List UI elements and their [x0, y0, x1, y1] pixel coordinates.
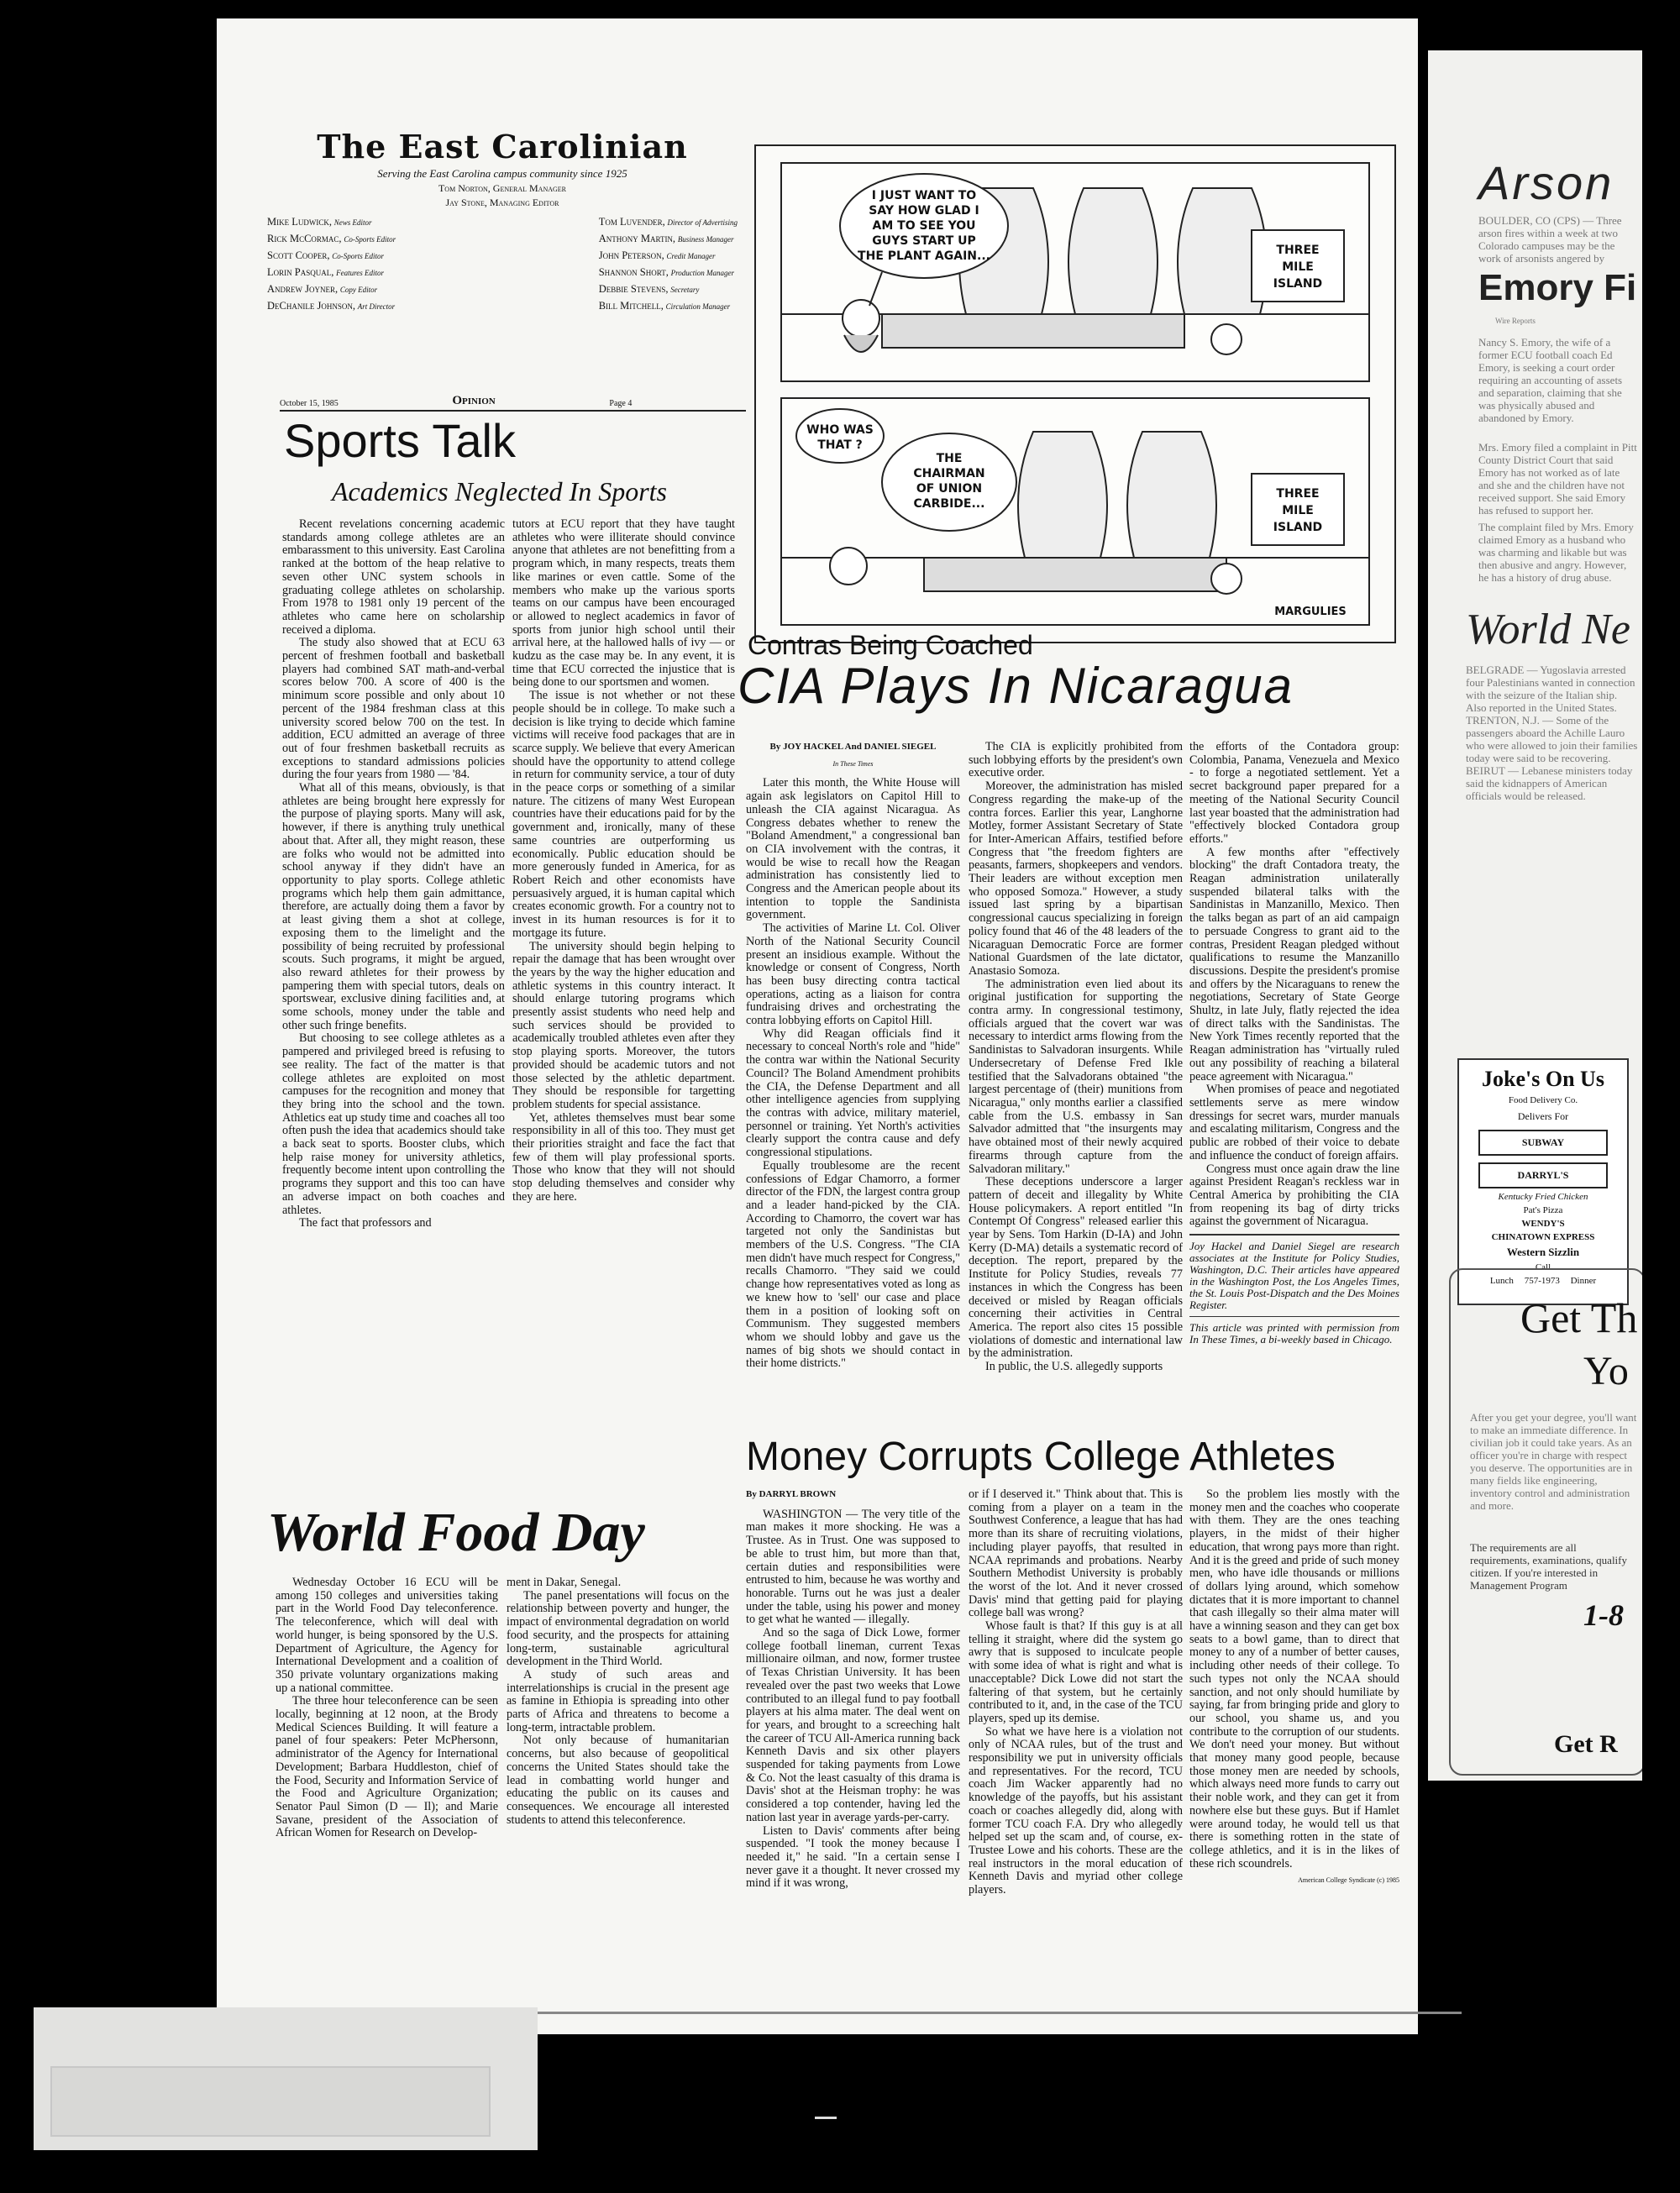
ad-restaurant: Pat's Pizza [1523, 1205, 1563, 1215]
syndicate-credit: American College Syndicate (c) 1985 [1298, 1876, 1399, 1885]
emory-blurb: Mrs. Emory filed a complaint in Pitt County District Court that said Emory has not worked as of late and she and the children have not received support. She said Emory has refused to support her. [1478, 441, 1637, 517]
paragraph: The study also showed that at ECU 63 percent of freshmen football and basketball players had combined SAT math-and-verbal scores below 700. A score of 400 is the minimum score possible and only about 10 percent of the 1984 freshman class at this university scored below 700 on the test. In addition, ECU admitted an average of three out of four freshmen basketball recruits as exceptions to standard admissions policies during the four years from 1980 — '84. [282, 636, 505, 782]
sports-subhead: Academics Neglected In Sports [332, 476, 667, 506]
folio-bar [280, 388, 746, 412]
paragraph: Equally troublesome are the recent confessions of Edgar Chamorro, a former director of the FDN, the largest contra group and a leader hand-picked by the CIA. According to Chamorro, the covert war has targeted not only the Sandinistas but members of the U.S. Congress. "The CIA men didn't have much respect for Congress," recalls Chamorro. "They said we could change how representatives voted as long as we knew how to 'sell' our case and place them in a position of looking soft on Communism. They suggested members whom we should lobby and gave us the names of big shots we should contact in their home districts." [746, 1158, 960, 1371]
paragraph: Wednesday October 16 ECU will be among 150 colleges and universities taking part in the World Food Day teleconference. The teleconference, which will deal with world hunger, is being sponsored by the U.S. Department of Agriculture, the Agency for International Development and a coalition of 350 private voluntary organizations making up a national committee. [276, 1577, 498, 1695]
staff-entry: Andrew Joyner, Copy Editor [267, 283, 378, 295]
sign-line: ISLAND [1273, 521, 1323, 534]
money-column-3 [1189, 1488, 1399, 2030]
paragraph: The administration even lied about its original justification for supporting the contra army. In congressional testimony, officials argued that the covert war was necessary to interdict arms flowing from the Sandinistas to Salvadoran insurgents. While Undersecretary of Defense Fred Ikle testified that the Salvadorans obtained "the largest percentage of (their) munitions from Nicaragua," only months earlier a classified cable from the U.S. embassy in San Salvador admitted that "the insurgents may have obtained most of their newly acquired firearms through capture from the Salvadoran military." [969, 977, 1183, 1176]
sports-column-1 [282, 518, 505, 1505]
bubble-line: THE PLANT AGAIN... [858, 249, 990, 263]
staff-entry: Lorin Pasqual, Features Editor [267, 266, 385, 278]
paragraph: Yet, athletes themselves must bear some responsibility in all of this too. They must get their priorities straight and face the fact that few of them will play professional sports. Those who know that they will not should stop deluding themselves and consider why they are here. [512, 1110, 735, 1204]
cia-source: In These Times [832, 759, 874, 768]
staff-entry: John Peterson, Credit Manager [598, 249, 716, 261]
paragraph: Moreover, the administration has misled Congress regarding the make-up of the contra forces. Earlier this year, Langhorne Motley, former Assistant Secretary of State for Inter-American Affairs, testified before Congress that "the freedom fighters are peasants, farmers, shopkeepers and vendors. Their leaders are without exception men who opposed Somoza." However, a study issued last spring by a bipartisan congressional caucus specializing in foreign policy found that 46 of the 48 leaders of the Nicaraguan Democratic Force are former National Guardsmen of the late dictator, Anastasio Somoza. [969, 779, 1183, 978]
newspaper-page [217, 18, 1418, 2034]
paragraph: But choosing to see college athletes as a pampered and privileged breed is refusing to see reality. The fact of the matter is that college athletes are exploited on most campuses for the recognition and money that they bring into the school and the town. Athletics eat up study time and coaches all too often push the idea that academics should take a back seat to sports. Booster clubs, which help raise money for university athletics, frequently become intent upon controlling the programs they support and this too can have an adverse impact on both coaches and athletes. [282, 1031, 505, 1217]
wire-byline: Wire Reports [1495, 317, 1536, 325]
sports-column-2 [512, 518, 735, 1505]
bubble-line: SAY HOW GLAD I [869, 204, 979, 218]
sign-line: THREE [1276, 244, 1320, 257]
ad-restaurant: CHINATOWN EXPRESS [1491, 1232, 1595, 1242]
bubble-line: THAT ? [817, 438, 863, 452]
bubble-line: GUYS START UP [872, 234, 976, 248]
issue-date: October 15, 1985 [280, 399, 339, 408]
paragraph: WASHINGTON — The very title of the man makes it more shocking. He was a Trustee. As in Trust. One was supposed to be able to trust him, but more than that, certain duties and responsibilities were entrusted to him, because he was worthy and honorable. Turns out he was just a dealer under the table, using his power and money to get what he wanted — illegally. [746, 1507, 960, 1627]
recruit-headline: Get Th [1520, 1294, 1638, 1341]
bubble-line: OF UNION [916, 482, 983, 496]
section-name: Opinion [452, 394, 496, 407]
recruit-footer: Get R [1554, 1730, 1618, 1758]
bubble-line: CHAIRMAN [913, 467, 985, 480]
paragraph: the efforts of the Contadora group: Colombia, Panama, Venezuela and Mexico - to forge a negotiated settlement. Yet a secret background paper prepared for a meeting of the National Security Council last year boasted that the administration had "effectively blocked Contadora group efforts." [1189, 741, 1399, 846]
food-column-2 [507, 1577, 729, 2005]
staff-entry: Shannon Short, Production Manager [598, 266, 734, 278]
paragraph: Whose fault is that? If this guy is at all telling it straight, where did the system go awry that is supposed to inculcate people with some idea of what is right and what is unacceptable? Dick Lowe did not start the faltering of that system, but he certainly contributed to it, and, in the case of the TCU players, sped up its demise. [969, 1619, 1183, 1725]
sign-line: MILE [1282, 260, 1314, 274]
money-headline: Money Corrupts College Athletes [746, 1435, 1336, 1479]
managing-editor: Jay Stone, Managing Editor [445, 197, 559, 208]
cia-column-3 [1189, 741, 1399, 1430]
ad-restaurant: WENDY'S [1521, 1219, 1565, 1229]
paragraph: A few months after "effectively blocking" the draft Contadora treaty, the Reagan administration unilaterally suspended bilateral talks with the Sandinistas in Manzanillo, Mexico. Then the talks began as part of an aid campaign to persuade Congress to grant aid to the contras, President Reagan pledged without qualifications to resume the Manzanillo discussions. Despite the president's promise and offers by the Nicaraguans to renew the negotiations, Secretary of State George Shultz, in late July, flatly rejected the idea of direct talks with the Sandinistas. The New York Times recently reported that the Reagan administration has "virtually ruled out any possibility of reaching a bilateral peace agreement with Nicaragua." [1189, 845, 1399, 1083]
paragraph: In public, the U.S. allegedly supports [985, 1360, 1163, 1374]
money-column-1 [746, 1488, 960, 2030]
arson-blurb: BOULDER, CO (CPS) — Three arson fires within a week at two Colorado campuses may be the work of arsonists angered by [1478, 214, 1622, 265]
masthead-title: The East Carolinian [317, 128, 688, 165]
world-news-headline: World Ne [1466, 606, 1630, 653]
ad-subtitle: Food Delivery Co. [1508, 1095, 1578, 1105]
staff-entry: Anthony Martin, Business Manager [598, 233, 734, 244]
paragraph: Recent revelations concerning academic standards among college athletes are an embarassment to this university. East Carolina ranked at the bottom of the heap relative to seven other UNC system schools in graduating college athletes on scholarship. From 1978 to 1981 only 19 percent of the athletes who came here on scholarship received a diploma. [282, 518, 505, 637]
recruit-requirements: The requirements are all requirements, examinations, qualify citizen. If you're interested in Management Program [1470, 1541, 1628, 1592]
staff-entry: Rick McCormac, Co-Sports Editor [267, 233, 396, 244]
ad-restaurant: Kentucky Fried Chicken [1498, 1192, 1588, 1202]
paragraph: The panel presentations will focus on the relationship between poverty and hunger, the impact of environmental degradation on world food security, and the prospects for attaining long-term, sustainable agricultural development in the Third World. [507, 1588, 729, 1669]
paragraph: The CIA is explicitly prohibited from such lobbying efforts by the president's own executive order. [969, 741, 1183, 780]
paragraph: tutors at ECU report that they have taught athletes who were illiterate should convince anyone that athletes are not benefitting from a program which, in many respects, treats them like marines or even cattle. Some of the members who make up the various sports teams on our campus have been encouraged or allowed to neglect academics in favor of sports from junior high school until their arrival here, at the hallowed halls of ivy — or kudzu as the case may be. In any event, it is time that ECU corrected the injustice that is being done to our sportsmen and women. [512, 518, 735, 690]
cia-byline: By JOY HACKEL And DANIEL SIEGEL [769, 742, 937, 752]
bubble-line: CARBIDE... [913, 497, 985, 511]
sign-line: ISLAND [1273, 277, 1323, 291]
staff-entry: Mike Ludwick, News Editor [267, 216, 372, 228]
paragraph: Listen to Davis' comments after being suspended. "I took the money because I needed it," he said. "In a certain sense I never gave it a thought. It never crossed my mind if it was wrong, [746, 1823, 960, 1891]
paragraph: ment in Dakar, Senegal. [507, 1577, 622, 1589]
recruit-phone: 1-8 [1583, 1598, 1624, 1632]
bubble-line: THE [936, 452, 963, 465]
cartoon-illustration [756, 146, 1394, 642]
ad-tagline: Delivers For [1517, 1110, 1569, 1122]
recruit-headline-2: Yo [1583, 1349, 1629, 1393]
bubble-line: AM TO SEE YOU [872, 219, 976, 233]
paragraph: So the problem lies mostly with the money men and the coaches who cooperate with them. They are the ones teaching players, in the midst of their higher education, that wrong pays more than right. And it is the greed and pride of such money men, who have idle thousands or millions of dollars lying around, which somehow dictates that it is more important to channel that cash illegally so their alma mater will have a winning season and they can get box seats to a bowl game, than to direct that money to any of a number of better causes, including other needs of their college. To such types not only the NCAA should sanction, and not only should humiliate by saying, far from bringing pride and glory to our school, you shame us, and you contribute to the corruption of our students. We don't need your money. But without that money many good people, because those money men are needed by schools, which always need more funds to carry out their noble work, and they can get it from nowhere else but these guys. But if Hamlet were around today, he would tell us that there is something rotten in the state of college athletics, and it is in the likes of these rich scoundrels. [1189, 1488, 1399, 1870]
emory-blurb: Nancy S. Emory, the wife of a former ECU football coach Ed Emory, is seeking a court order requiring an accounting of assets and separation, claiming that she was physically abused and abandoned by Emory. [1478, 336, 1623, 424]
ad-call: Call [1535, 1262, 1551, 1272]
editorial-cartoon [754, 144, 1396, 643]
cia-kicker: Contras Being Coached [748, 630, 1033, 660]
paragraph: So what we have here is a violation not only of NCAA rules, but of the trust and responsibility we put in university officials and representatives. For the record, TCU coach Jim Wacker apparently had no knowledge of the payoffs, but his assistant coach or coaches allegedly did, along with former TCU coach F.A. Dry who allegedly helped set up the scam and, of course, ex-Trustee Lowe and his cohorts. These are the real instructors in the moral education of Kenneth Davis and myriad other college players. [969, 1724, 1183, 1897]
staff-entry: Debbie Stevens, Secretary [598, 283, 700, 295]
emory-blurb: The complaint filed by Mrs. Emory claimed Emory as a husband who was charming and likable but was then abusive and angry. However, he has a history of drug abuse. [1478, 521, 1634, 584]
staff-entry: Scott Cooper, Co-Sports Editor [267, 249, 385, 261]
paragraph: The fact that professors and [299, 1216, 432, 1230]
staff-entry: DeChanile Johnson, Art Director [267, 300, 396, 312]
paragraph: The university should begin helping to repair the damage that has been wrought over the years by the way the higher education and athletic systems in this country interact. It should enlarge tutoring programs which presently assist students who need help and such services should be provided to academically troubled athletes even after they stop playing sports. Moreover, the tutors provided should be academic tutors and not those selected by the athletic department. They should be responsible for targetting problem students for special assistance. [512, 939, 735, 1111]
paragraph: Congress must once again draw the line against President Reagan's reckless war in Central America by prohibiting the CIA from reopening its bag of dirty tricks against the government of Nicaragua. [1189, 1162, 1399, 1229]
page-number: Page 4 [609, 399, 633, 408]
food-column-1 [276, 1577, 498, 2005]
ad-restaurant: DARRYL'S [1478, 1162, 1608, 1188]
facing-page [1428, 50, 1642, 1781]
money-column-2 [969, 1488, 1183, 2030]
paragraph: These deceptions underscore a larger pattern of deceit and illegality by White House policymakers. A report entitled "In Contempt Of Congress" released earlier this year by Sens. Tom Harkin (D-IA) and John Kerry (D-MA) details a systematic record of deception. The report, prepared by the Institute for Policy Studies, reveals 77 instances in which the Congress has been deceived or misled by Reagan officials concerning their activities in Central America. The report also cites 15 possible violations of domestic and international law by the administration. [969, 1175, 1183, 1361]
bubble-line: WHO WAS [806, 423, 874, 437]
world-news-blurb: BELGRADE — Yugoslavia arrested four Palestinians wanted in connection with the seizure of the Italian ship. Also reported in the United States. TRENTON, N.J. — Some of the passengers aboard the Achille Lauro who were allowed to join their families today were said to be recovering. BEIRUT — Lebanese ministers today said the kidnappers of American officials would be released. [1466, 664, 1638, 802]
general-manager: Tom Norton, General Manager [438, 182, 567, 194]
sports-headline: Sports Talk [284, 414, 516, 467]
bubble-line: I JUST WANT TO [871, 189, 977, 202]
microfilm-leader [34, 2007, 538, 2150]
recruit-blurb: After you get your degree, you'll want to make an immediate difference. In civilian job it could take years. As an officer you're in charge with respect you deserve. The opportunities are in many fields like engineering, inventory control and administration and more. [1470, 1411, 1637, 1512]
sign-line: MILE [1282, 504, 1314, 517]
paragraph: or if I deserved it." Think about that. This is coming from a player on a team in the Southwest Conference, a league that has had more than its share of recruiting violations, including player payoffs, that resulted in NCAA reprimands and probations. Nearby Southern Methodist University is probably the worst of the lot. And it never crossed Davis' mind that getting paid for playing college ball was wrong? [969, 1488, 1183, 1620]
arson-headline: Arson [1478, 156, 1614, 209]
paragraph: A study of such areas and interrelationships is crucial in the present age as famine in Ethiopia is spreading into other parts of Africa and threatens to become a long-term, intractable problem. [507, 1667, 729, 1734]
cia-column-1 [746, 741, 960, 1430]
paragraph: The issue is not whether or not these people should be in college. To make such a decision is like trying to decide which famine victims will receive food packages that are in scarce supply. We believe that every American should have the opportunity to attend college in return for community service, a tour of duty in the peace corps or something of a similar nature. The citizens of many West European countries have their educations paid for by the government and, ironically, many of these same countries are outperforming us economically. Public education should be more generously funded in America, for as Robert Reich and other economists have persuasively argued, it is human capital which creates economic growth. For a country not to invest in its human resources is for it to mortgage its future. [512, 689, 735, 940]
cia-headline: CIA Plays In Nicaragua [738, 658, 1294, 714]
ad-hours: Lunch 757-1973 Dinner [1489, 1276, 1597, 1286]
paragraph: Not only because of humanitarian concerns, but also because of geopolitical concerns the United States should take the lead in combatting world hunger and educating the public on its causes and consequences. We encourage all interested students to attend this teleconference. [507, 1734, 729, 1827]
masthead [267, 128, 738, 315]
paragraph: The activities of Marine Lt. Col. Oliver North of the National Security Council present an insidious example. Without the knowledge or consent of Congress, North has been busy directing contra tactical operations, acting as a liaison for contra fundraising drives and orchestrating the contra lobbying efforts on Capitol Hill. [746, 921, 960, 1028]
reprint-note: This article was printed with permission from In These Times, a bi-weekly based in Chicago. [1189, 1316, 1399, 1346]
author-bio: Joy Hackel and Daniel Siegel are research associates at the Institute for Policy Studies, Washington, D.C. Their articles have appeared in the Washington Post, the Los Angeles Times, the St. Louis Post-Dispatch and the Des Moines Register. [1189, 1234, 1399, 1311]
food-headline: World Food Day [267, 1502, 645, 1563]
scan-mark [815, 2117, 837, 2119]
staff-left [267, 214, 396, 315]
emory-headline: Emory Fi [1478, 267, 1637, 308]
paragraph: What all of this means, obviously, is that athletes are being brought here expressly for the purpose of playing sports. Many will ask, however, if there is anything truly unethical about that. After all, they might reason, these are folks who would not be admitted into school anyway if they didn't have an opportunity to play sports. College athletic programs which help them gain admittance, therefore, are actually doing them a favor by at least giving them a shot at college, exposing them to the limelight and the possibility of being recruited by professional scouts. Such programs, it might be argued, also reward athletes for their prowess by pampering them with special tutors, deals on sportswear, exclusive dining facilities and, at some schools, money under the table and other such fringe benefits. [282, 781, 505, 1032]
ad-title: Joke's On Us [1482, 1067, 1604, 1091]
staff-right [599, 214, 738, 315]
masthead-tagline: Serving the East Carolina campus community since 1925 [377, 167, 627, 180]
cartoonist-signature: MARGULIES [1274, 606, 1347, 618]
ad-restaurant: SUBWAY [1478, 1130, 1608, 1156]
money-byline: By DARRYL BROWN [746, 1489, 837, 1499]
film-spool [50, 2066, 491, 2137]
paragraph: Later this month, the White House will again ask legislators on Capitol Hill to unleash the CIA against Nicaragua. As Congress debates whether to renew the "Boland Amendment," a congressional ban on CIA involvement with the contras, it would be wise to recall how the Reagan administration has consistently lied to Congress and the American people about its intention to topple the Sandinista government. [746, 776, 960, 922]
paragraph: The three hour teleconference can be seen locally, beginning at 12 noon, at the Brody Medical Sciences Building. It will feature a panel of four speakers: Peter McPhersonn, administrator of the Agency for International Development; Barbara Huddleston, chief of the Food, Security and Information Service of the Food and Agriculture Organization; Senator Paul Simon (D — Il); and Marie Savane, president of the Association of African Women for Research on Develop- [276, 1694, 498, 1840]
staff-box [267, 214, 738, 315]
paragraph: When promises of peace and negotiated settlements serve as mere window dressings for secret wars, murder manuals and escalating militarism, Congress and the public are robbed of their voice to debate and influence the conduct of foreign affairs. [1189, 1083, 1399, 1162]
scan-edge [538, 2012, 1462, 2022]
staff-entry: Tom Luvender, Director of Advertising [598, 216, 738, 228]
ad-restaurant: Western Sizzlin [1506, 1246, 1580, 1258]
paragraph: Why did Reagan officials find it necessary to conceal North's role and "hide" the contra war within the National Security Council? The Boland Amendment prohibits the CIA, the Defense Department and all other intelligence agencies from supplying the contras with advice, military materiel, personnel or training. Yet North's activities clearly support the contra cause and defy congressional stipulations. [746, 1026, 960, 1160]
paragraph: And so the saga of Dick Lowe, former college football lineman, current Texas millionaire oilman, and now, former trustee of Texas Christian University. It has been revealed over the past two weeks that Lowe contributed to an illegal fund to pay football players at his alma mater. The deal went on for years, and brought to a screeching halt the career of TCU All-America running back Kenneth Davis and six other players suspended for taking payments from Lowe & Co. Not the least casualty of this drama is Davis' shot at the Heisman trophy: he was considered a top contender, having led the nation last year in average yards-per-carry. [746, 1626, 960, 1824]
sign-line: THREE [1276, 487, 1320, 501]
staff-entry: Bill Mitchell, Circulation Manager [598, 300, 731, 312]
cia-column-2 [969, 741, 1183, 1430]
